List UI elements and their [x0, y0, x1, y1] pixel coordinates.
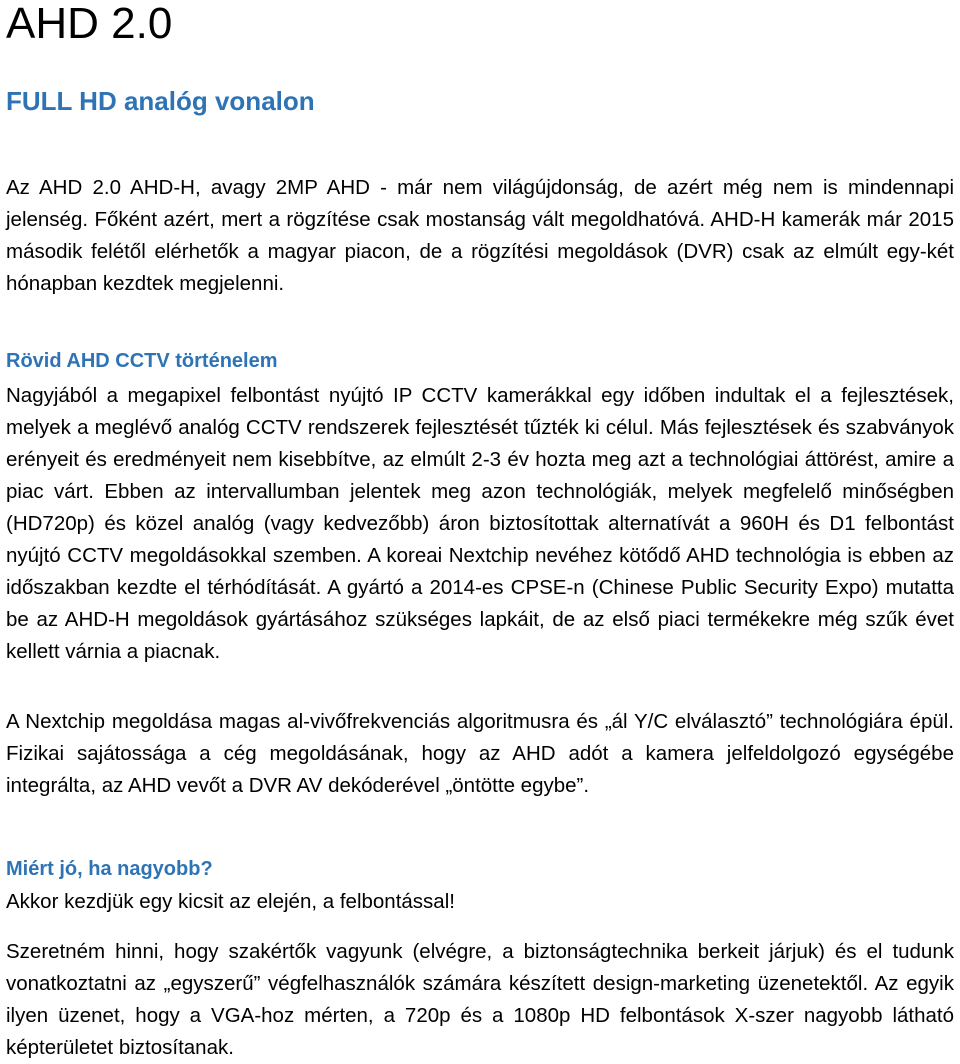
history-heading: Rövid AHD CCTV történelem [6, 350, 278, 372]
intro-paragraph: Az AHD 2.0 AHD-H, avagy 2MP AHD - már nem világújdonság, de azért még nem is mindennapi jelenség. Főként azért, mert a rögzítése csak mostanság vált megoldhatóvá. AHD-H kamerák már 2015 második felétől elérhetők a magyar piacon, de a rögzítési megoldások (DVR) csak az elmúlt egy-két hónapban kezdtek megjelenni. [6, 176, 954, 295]
nextchip-paragraph: A Nextchip megoldása magas al-vivőfrekvenciás algoritmusra és „ál Y/C elválasztó” technológiára épül. Fizikai sajátossága a cég megoldásának, hogy az AHD adót a kamera jelfeldolgozó egységébe integrálta, az AHD vevőt a DVR AV dekóderével „öntötte egybe”. [6, 710, 954, 797]
history-paragraph: Nagyjából a megapixel felbontást nyújtó IP CCTV kamerákkal egy időben indultak el a fejlesztések, melyek a meglévő analóg CCTV rendszerek fejlesztését tűzték ki célul. Más fejlesztések és szabványok erényeit és eredményeit nem kisebbítve, az elmúlt 2-3 év hozta meg azt a technológiai áttörést, amire a piac várt. Ebben az intervallumban jelentek meg azon technológiák, melyek megfelelő minőségben (HD720p) és közel analóg (vagy kedvezőbb) áron biztosítottak alternatívát a 960H és D1 felbontást nyújtó CCTV megoldásokkal szemben. A koreai Nextchip nevéhez kötődő AHD technológia is ebben az időszakban kezdte el térhódítását. A gyártó a 2014-es CPSE-n (Chinese Public Security Expo) mutatta be az AHD-H megoldások gyártásához szükséges lapkáit, de az első piaci termékekre még szűk évet kellett várnia a piacnak. [6, 384, 954, 663]
expert-paragraph: Szeretném hinni, hogy szakértők vagyunk (elvégre, a biztonságtechnika berkeit járjuk) és el tudunk vonatkoztatni az „egyszerű” végfelhasználók számára készített design-marketing üzenetektől. Az egyik ilyen üzenet, hogy a VGA-hoz mérten, a 720p és a 1080p HD felbontások X-szer nagyobb látható képterületet biztosítanak. [6, 940, 954, 1059]
why-bigger-heading: Miért jó, ha nagyobb? [6, 858, 213, 880]
document-title: AHD 2.0 [6, 0, 173, 48]
document-subtitle: FULL HD analóg vonalon [6, 86, 315, 116]
start-paragraph: Akkor kezdjük egy kicsit az elején, a felbontással! [6, 890, 455, 913]
